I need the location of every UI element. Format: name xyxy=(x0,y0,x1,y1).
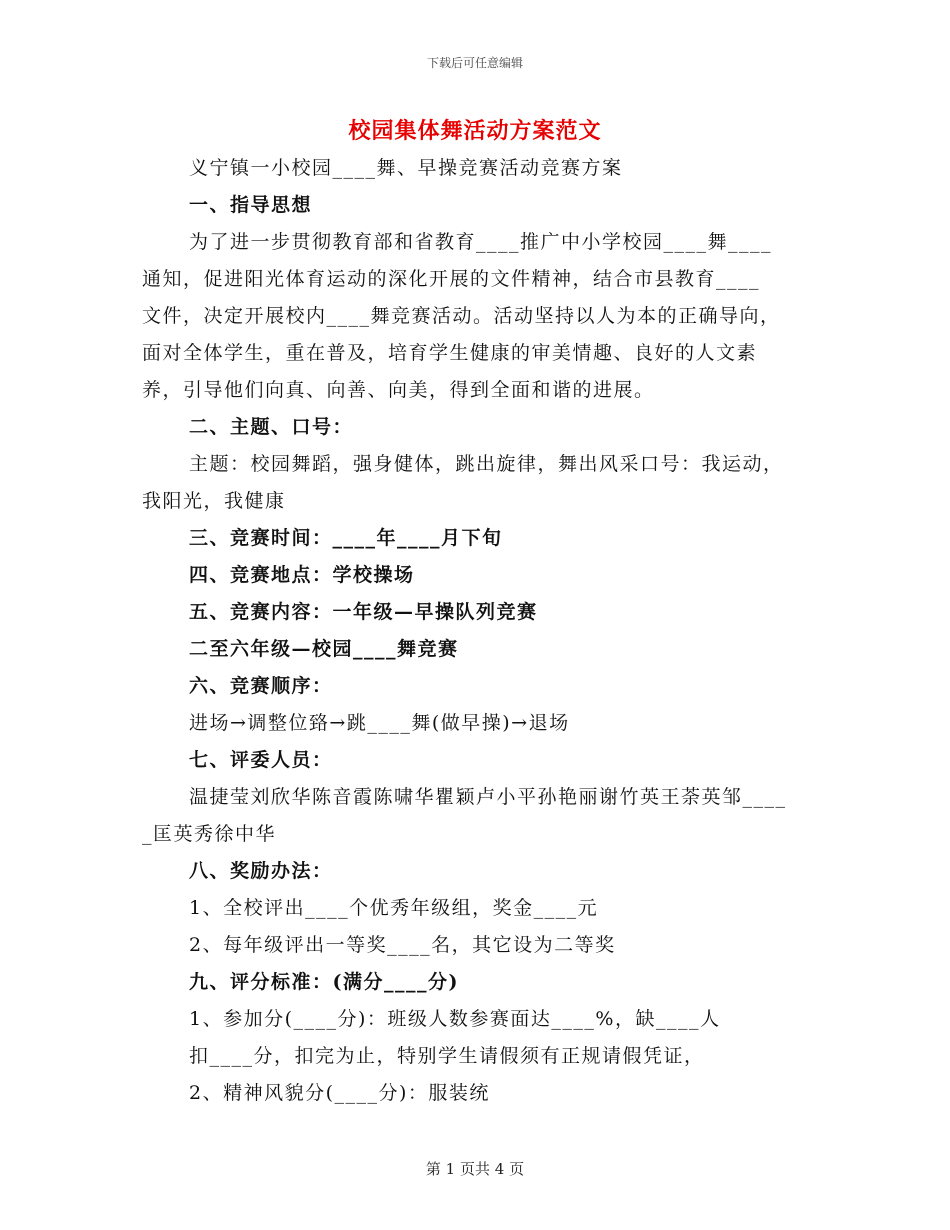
paragraph-line: 我阳光，我健康 xyxy=(142,490,286,512)
section-heading: 八、奖励办法： xyxy=(189,860,333,882)
list-item: 1、全校评出____个优秀年级组，奖金____元 xyxy=(189,897,599,919)
paragraph-line: 面对全体学生，重在普及，培育学生健康的审美情趣、良好的人文素 xyxy=(142,342,758,364)
section-heading: 九、评分标准：(满分____分) xyxy=(189,971,459,993)
section-heading: 一、指导思想 xyxy=(189,194,313,216)
subtitle-line: 义宁镇一小校园____舞、早操竞赛活动竞赛方案 xyxy=(189,157,623,179)
section-heading: 四、竞赛地点：学校操场 xyxy=(189,564,415,586)
list-item: 2、每年级评出一等奖____名，其它设为二等奖 xyxy=(189,934,616,956)
page-footer: 第 1 页共 4 页 xyxy=(425,1160,525,1178)
list-item: 1、参加分(____分)：班级人数参赛面达____%，缺____人 xyxy=(189,1008,721,1030)
paragraph-line: 为了进一步贯彻教育部和省教育____推广中小学校园____舞____ xyxy=(189,231,773,253)
paragraph-line: 文件，决定开展校内____舞竞赛活动。活动坚持以人为本的正确导向， xyxy=(142,305,781,327)
document-body xyxy=(142,150,822,1112)
paragraph-line: 扣____分，扣完为止，特别学生请假须有正规请假凭证， xyxy=(189,1045,705,1067)
section-heading: 七、评委人员： xyxy=(189,749,333,771)
paragraph-line: _匡英秀徐中华 xyxy=(142,823,277,845)
paragraph-line: 温捷莹刘欣华陈音霞陈啸华瞿颖卢小平孙艳丽谢竹英王荼英邹____ xyxy=(189,786,787,808)
section-heading: 三、竞赛时间：____年____月下旬 xyxy=(189,527,503,549)
paragraph-line: 通知，促进阳光体育运动的深化开展的文件精神，结合市县教育____ xyxy=(142,268,761,290)
paragraph-line: 进场→调整位臵→跳____舞(做早操)→退场 xyxy=(189,712,570,734)
section-heading: 五、竞赛内容：一年级—早操队列竞赛 xyxy=(189,601,538,623)
list-item: 2、精神风貌分(____分)：服装统 xyxy=(189,1082,490,1104)
section-heading: 二至六年级—校园____舞竞赛 xyxy=(189,638,459,660)
section-heading: 六、竞赛顺序： xyxy=(189,675,333,697)
paragraph-line: 养，引导他们向真、向善、向美，得到全面和谐的进展。 xyxy=(142,379,655,401)
section-heading: 二、主题、口号： xyxy=(189,416,354,438)
page-header: 下载后可任意编辑 xyxy=(426,56,523,70)
paragraph-line: 主题：校园舞蹈，强身健体，跳出旋律，舞出风采口号：我运动， xyxy=(189,453,784,475)
document-title: 校园集体舞活动方案范文 xyxy=(348,118,602,144)
